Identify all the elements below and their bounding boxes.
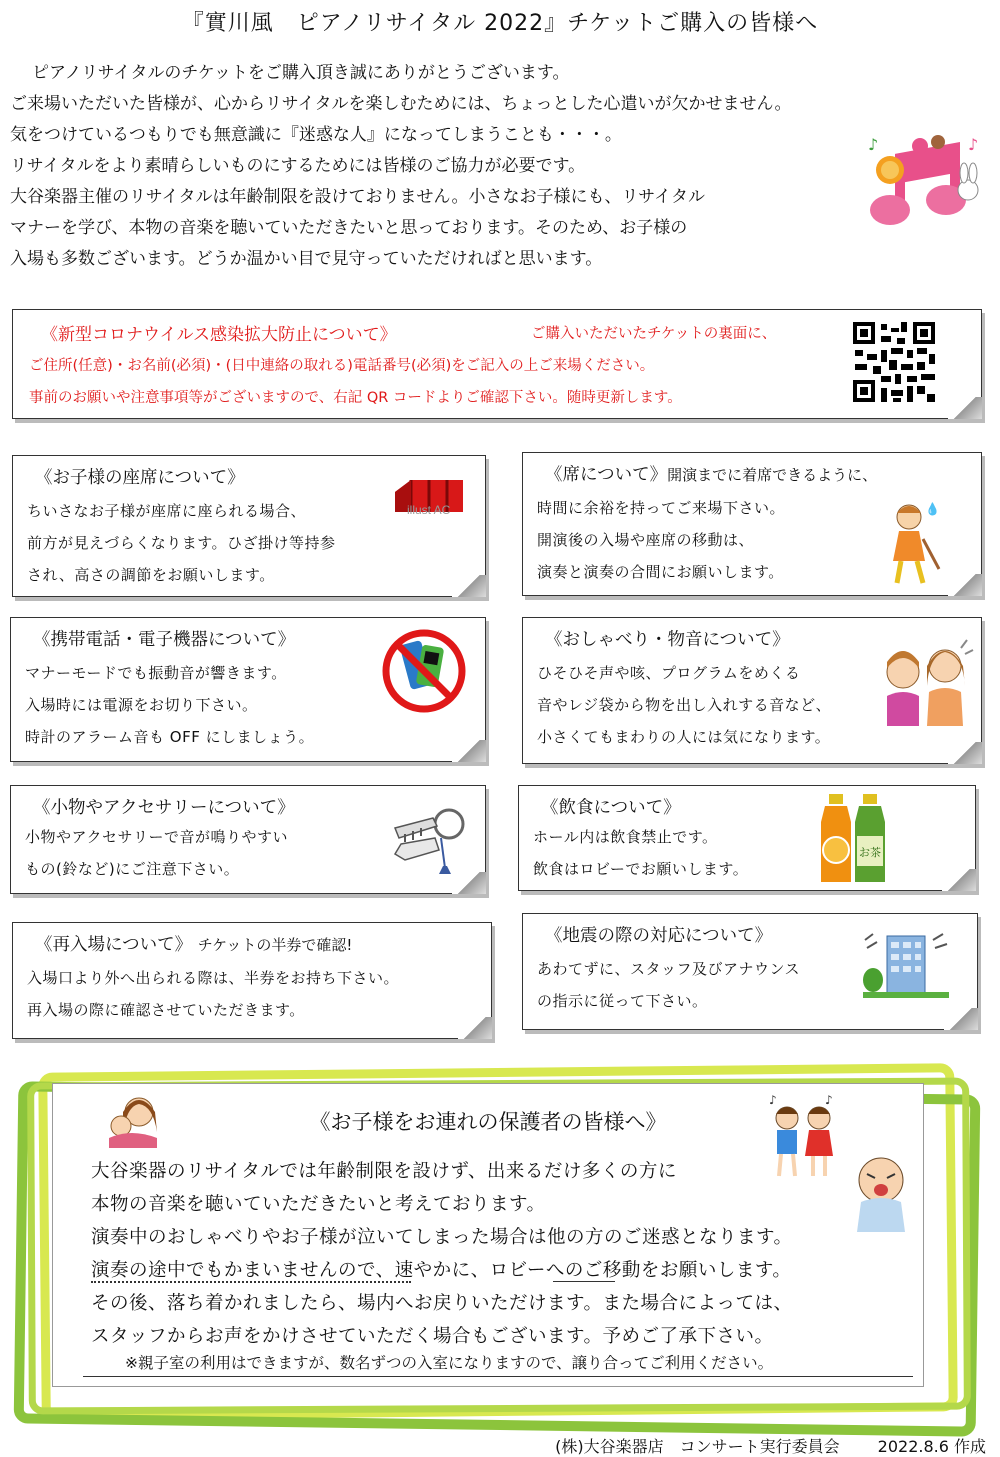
seat-line: 演奏と演奏の合間にお願いします。	[537, 563, 784, 581]
svg-text:♪: ♪	[868, 135, 879, 154]
seat-heading-title: 《席について》	[545, 465, 668, 485]
parents-fine-print: ※親子室の利用はできますが、数名ずつの入室になりますので、譲り合ってご利用ください。	[125, 1354, 774, 1372]
svg-text:♪: ♪	[825, 1094, 833, 1107]
reentry-heading-tail: チケットの半券で確認!	[197, 936, 353, 954]
reentry-line: 再入場の際に確認させていただきます。	[27, 1001, 305, 1019]
svg-text:💧: 💧	[925, 502, 940, 516]
footer-org: (株)大谷楽器店 コンサート実行委員会	[555, 1437, 840, 1456]
drink-bottles-illustration	[817, 792, 899, 886]
intro-text	[10, 58, 860, 275]
seat-cushion-illustration	[391, 472, 481, 522]
accessory-line: 小物やアクセサリーで音が鳴りやすい	[25, 828, 289, 846]
parents-notice	[52, 1083, 924, 1387]
chatter-line: ひそひそ声や咳、プログラムをめくる	[537, 664, 801, 682]
reentry-heading	[35, 931, 352, 956]
reentry-line: 入場口より外へ出られる際は、半券をお持ち下さい。	[27, 969, 400, 987]
footer	[555, 1434, 986, 1457]
svg-text:♪: ♪	[968, 135, 979, 154]
parents-line: 演奏中のおしゃべりやお子様が泣いてしまった場合は他の方のご迷惑となります。	[91, 1227, 793, 1248]
food-heading: 《飲食について》	[541, 798, 681, 818]
seat-heading-tail: 開演までに着席できるように、	[667, 466, 878, 484]
qr-code-icon[interactable]	[851, 320, 937, 404]
intro-line: 大谷楽器主催のリサイタルは年齢制限を設けておりません。小さなお子様にも、リサイタル	[10, 187, 705, 207]
parents-heading: 《お子様をお連れの保護者の皆様へ》	[309, 1110, 667, 1134]
quake-line: の指示に従って下さい。	[537, 992, 708, 1010]
fine-print-underline	[83, 1376, 913, 1377]
quake-box	[522, 913, 978, 1030]
chatting-women-illustration	[875, 636, 975, 726]
accessory-heading: 《小物やアクセサリーについて》	[33, 798, 295, 818]
phone-heading: 《携帯電話・電子機器について》	[33, 630, 296, 650]
chatter-heading: 《おしゃべり・物音について》	[545, 630, 790, 650]
lobby-underline	[553, 1281, 615, 1282]
quake-line: あわてずに、スタッフ及びアナウンス	[537, 960, 801, 978]
food-box	[518, 785, 976, 891]
child-seat-line: ちいさなお子様が座席に座られる場合、	[27, 502, 307, 520]
keys-illustration	[385, 798, 475, 878]
chatter-line: 小さくてもまわりの人には気になります。	[537, 728, 831, 746]
child-seat-box	[12, 455, 486, 597]
footer-date: 2022.8.6 作成	[877, 1437, 986, 1456]
hurrying-woman-illustration	[879, 499, 945, 589]
page-title: 『實川風 ピアノリサイタル 2022』チケットご購入の皆様へ	[181, 11, 819, 36]
seat-line: 開演後の入場や座席の移動は、	[537, 531, 755, 549]
chatter-box	[522, 617, 982, 764]
seat-heading	[545, 461, 877, 486]
covid-line2: ご住所(任意)・お名前(必須)・(日中連絡の取れる)電話番号(必須)をご記入の上ご来場ください。	[29, 358, 655, 374]
seat-line: 時間に余裕を持ってご来場下さい。	[537, 499, 786, 517]
intro-line: ご来場いただいた皆様が、心からリサイタルを楽しむためには、ちょっとした心遣いが欠かせません。	[10, 94, 792, 114]
intro-line: リサイタルをより素晴らしいものにするためには皆様のご協力が必要です。	[10, 156, 586, 176]
reentry-box	[12, 922, 492, 1039]
child-seat-line: 前方が見えづらくなります。ひざ掛け等持参	[27, 534, 336, 552]
svg-text:♪: ♪	[769, 1094, 777, 1107]
accessory-box	[10, 785, 486, 894]
parents-line: 大谷楽器のリサイタルでは年齢制限を設けず、出来るだけ多くの方に	[91, 1161, 677, 1182]
phone-box	[10, 617, 486, 762]
quake-heading: 《地震の際の対応について》	[545, 926, 773, 946]
earthquake-building-illustration	[861, 930, 951, 1004]
phone-line: 時計のアラーム音も OFF にしましょう。	[25, 728, 315, 746]
seat-box	[522, 452, 982, 596]
child-seat-line: され、高さの調節をお願いします。	[27, 566, 275, 584]
intro-line: 入場も多数ございます。どうか温かい目で見守っていただければと思います。	[10, 249, 603, 269]
parents-line: スタッフからお声をかけさせていただく場合もございます。予めご了承下さい。	[91, 1326, 774, 1347]
music-note-animals-illustration	[860, 128, 990, 238]
phone-line: マナーモードでも振動音が響きます。	[25, 664, 287, 682]
intro-line: マナーを学び、本物の音楽を聴いていただきたいと思っております。そのため、お子様の	[10, 218, 688, 238]
intro-line: ピアノリサイタルのチケットをご購入頂き誠にありがとうございます。	[32, 63, 570, 83]
reentry-heading-title: 《再入場について》	[35, 935, 193, 955]
covid-line3: 事前のお願いや注意事項等がございますので、右記 QR コードよりご確認下さい。随時更新します。	[29, 390, 682, 406]
children-illustration	[767, 1094, 841, 1184]
no-phone-icon	[379, 626, 469, 716]
food-line: 飲食はロビーでお願いします。	[533, 860, 749, 878]
covid-heading: 《新型コロナウイルス感染拡大防止について》	[41, 325, 397, 345]
chatter-line: 音やレジ袋から物を出し入れする音など、	[537, 696, 832, 714]
illust-ac-watermark: illust AC	[407, 503, 451, 517]
phone-line: 入場時には電源をお切り下さい。	[25, 696, 258, 714]
wavy-underline	[91, 1281, 411, 1283]
parents-line: 演奏の途中でもかまいませんので、速やかに、ロビーへのご移動をお願いします。	[91, 1260, 792, 1281]
intro-line: 気をつけているつもりでも無意識に『迷惑な人』になってしまうことも・・・。	[10, 125, 622, 145]
parents-line: その後、落ち着かれましたら、場内へお戻りいただけます。また場合によっては、	[91, 1293, 793, 1314]
covid-line1: ご購入いただいたチケットの裏面に、	[531, 326, 777, 342]
crying-baby-illustration	[845, 1150, 919, 1232]
tea-label: お茶	[859, 846, 881, 859]
food-line: ホール内は飲食禁止です。	[533, 828, 718, 846]
parents-line: 本物の音楽を聴いていただきたいと考えております。	[91, 1194, 546, 1215]
child-seat-heading: 《お子様の座席について》	[35, 468, 245, 488]
covid-notice	[12, 309, 982, 419]
accessory-line: もの(鈴など)にご注意下さい。	[25, 860, 240, 878]
